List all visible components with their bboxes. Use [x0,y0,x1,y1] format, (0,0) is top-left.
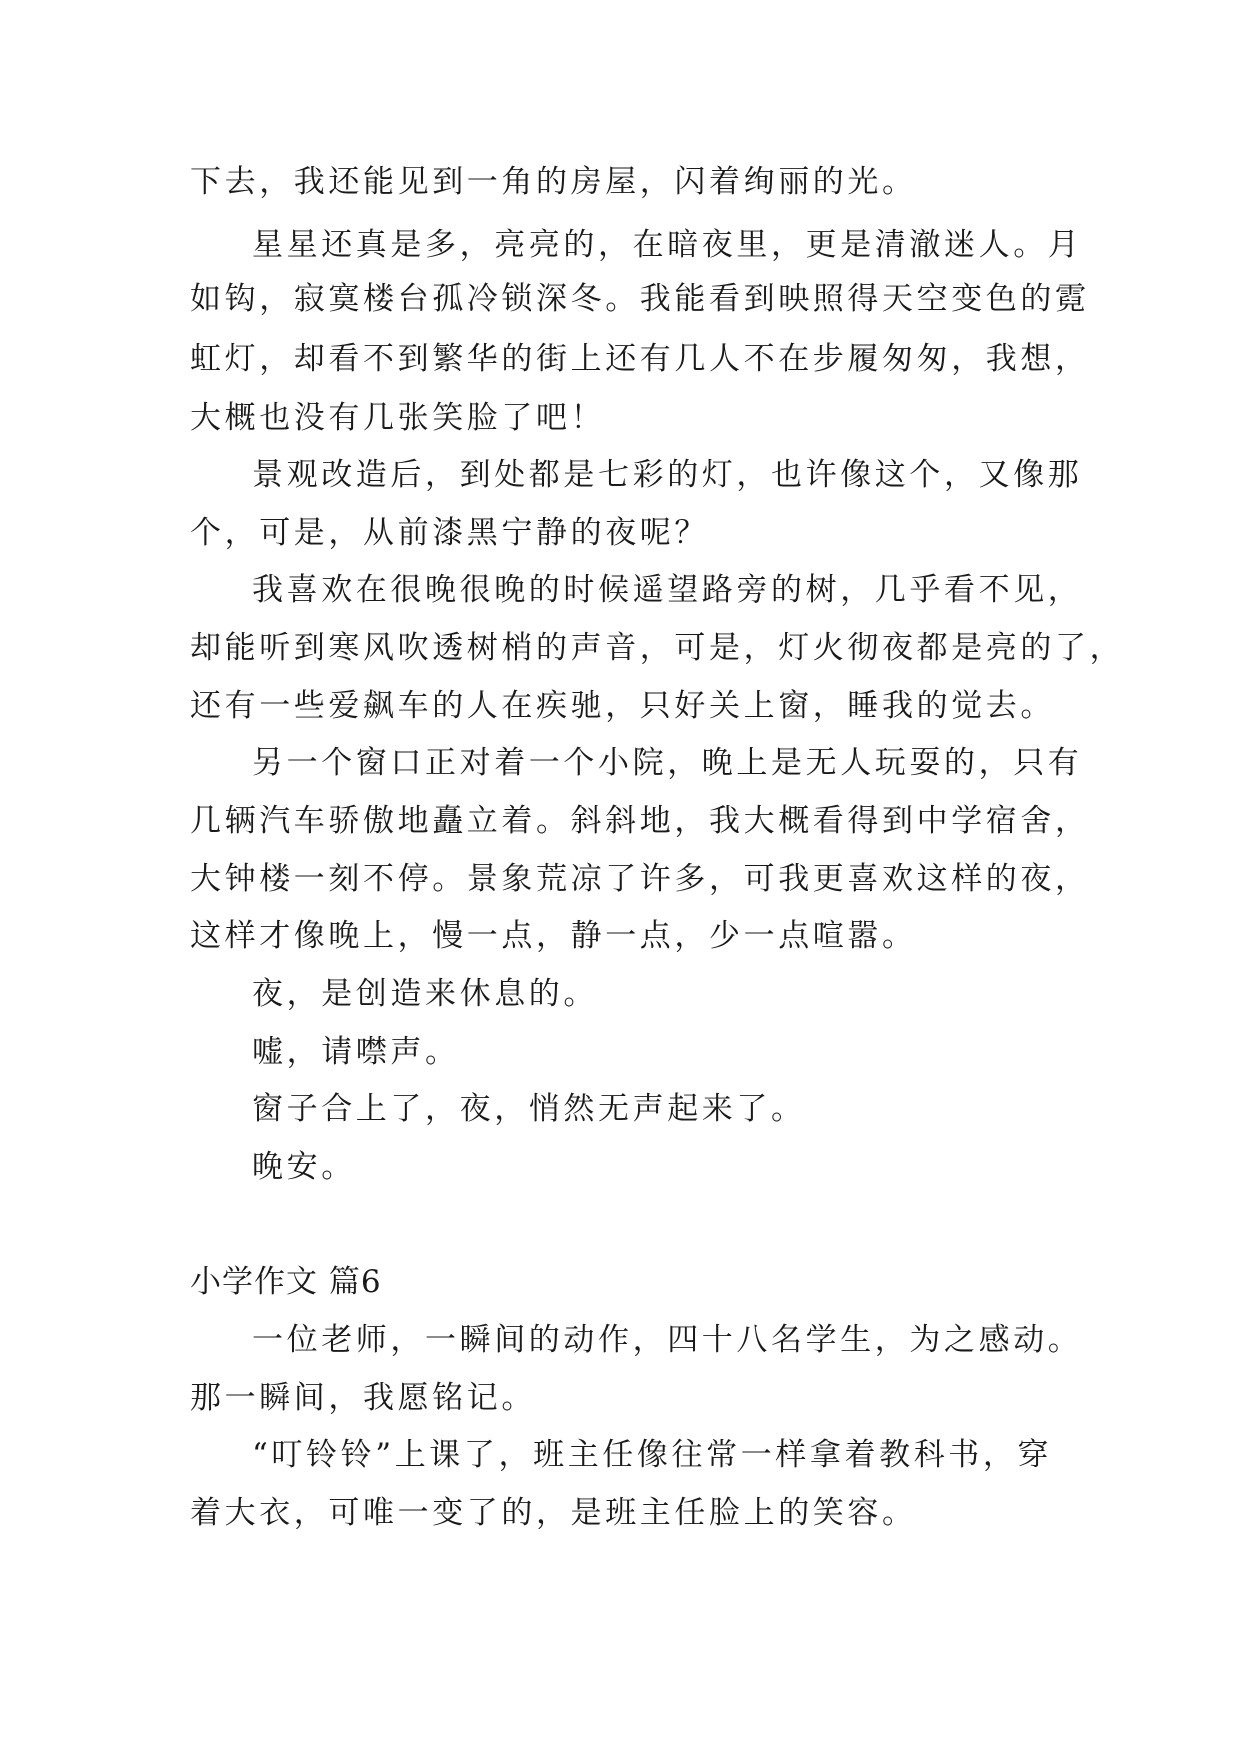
text-line: 星星还真是多，亮亮的，在暗夜里，更是清澈迷人。月 [252,227,1083,263]
text-line: 下去，我还能见到一角的房屋，闪着绚丽的光。 [190,164,917,200]
text-line: 几辆汽车骄傲地矗立着。斜斜地，我大概看得到中学宿舍， [190,803,1090,839]
section-heading: 小学作文 篇6 [190,1264,382,1300]
text-line: 大钟楼一刻不停。景象荒凉了许多，可我更喜欢这样的夜， [190,861,1090,897]
text-line: “叮铃铃”上课了，班主任像往常一样拿着教科书，穿 [252,1437,1053,1473]
text-line: 我喜欢在很晚很晚的时候遥望路旁的树，几乎看不见， [252,572,1083,608]
text-line: 个，可是，从前漆黑宁静的夜呢？ [190,515,709,551]
text-line: 晚安。 [252,1149,356,1185]
text-line: 嘘，请噤声。 [252,1034,460,1070]
text-line: 夜，是创造来休息的。 [252,976,598,1012]
text-line: 虹灯，却看不到繁华的街上还有几人不在步履匆匆，我想， [190,341,1090,377]
text-line: 却能听到寒风吹透树梢的声音，可是，灯火彻夜都是亮的了， [190,630,1125,666]
text-line: 一位老师，一瞬间的动作，四十八名学生，为之感动。 [252,1322,1083,1358]
text-line: 如钩，寂寞楼台孤冷锁深冬。我能看到映照得天空变色的霓 [190,281,1090,317]
text-line: 那一瞬间，我愿铭记。 [190,1380,536,1416]
text-line: 大概也没有几张笑脸了吧！ [190,400,606,436]
text-line: 景观改造后，到处都是七彩的灯，也许像这个，又像那 [252,457,1083,493]
text-line: 着大衣，可唯一变了的，是班主任脸上的笑容。 [190,1495,917,1531]
text-line: 另一个窗口正对着一个小院，晚上是无人玩耍的，只有 [252,745,1083,781]
text-line: 窗子合上了，夜，悄然无声起来了。 [252,1091,806,1127]
text-line: 还有一些爱飙车的人在疾驰，只好关上窗，睡我的觉去。 [190,688,1055,724]
text-line: 这样才像晚上，慢一点，静一点，少一点喧嚣。 [190,918,917,954]
